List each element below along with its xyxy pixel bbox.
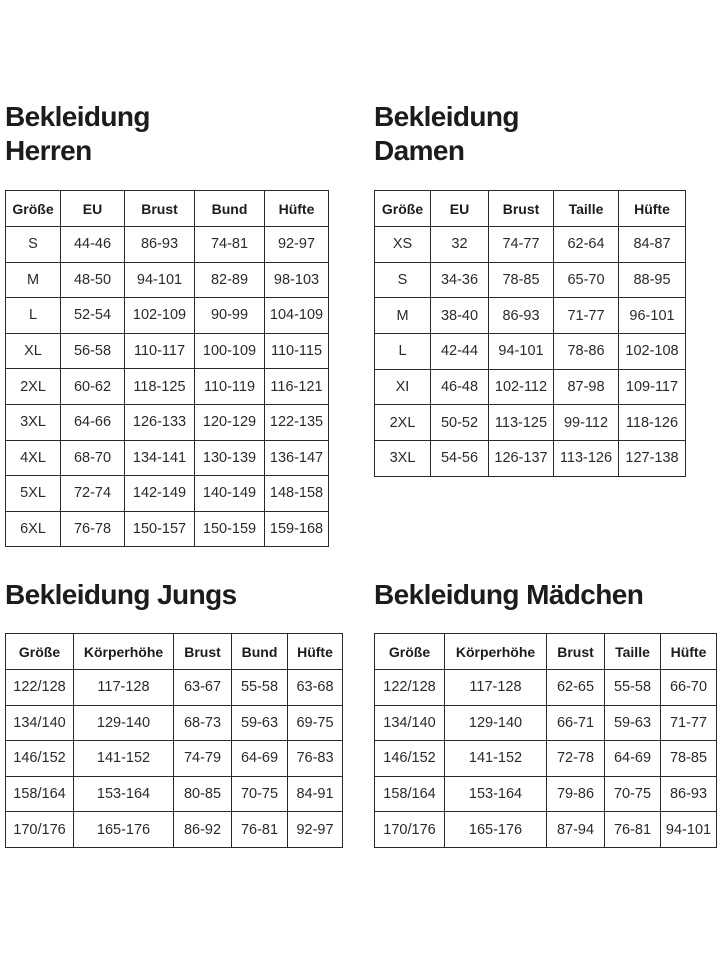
table-cell: 71-77 <box>554 298 619 334</box>
table-cell: 82-89 <box>195 262 265 298</box>
column-header: Brust <box>489 191 554 227</box>
table-row <box>6 333 329 369</box>
table-row <box>6 404 329 440</box>
table-cell: 78-85 <box>661 741 717 777</box>
table-cell: 76-83 <box>288 741 343 777</box>
table-cell: 86-93 <box>661 776 717 812</box>
table-cell: 38-40 <box>431 298 489 334</box>
table-cell: 170/176 <box>375 812 445 848</box>
table-cell: 3XL <box>6 404 61 440</box>
table-cell: 141-152 <box>445 741 547 777</box>
table-cell: 62-65 <box>547 670 605 706</box>
jungs-section <box>5 578 237 612</box>
table-cell: 153-164 <box>445 776 547 812</box>
table-header-row <box>375 634 717 670</box>
table-cell: 63-68 <box>288 670 343 706</box>
table-cell: 76-78 <box>61 511 125 547</box>
column-header: Brust <box>125 191 195 227</box>
table-cell: 64-69 <box>232 741 288 777</box>
table-cell: S <box>6 227 61 263</box>
herren-size-table <box>5 190 329 547</box>
table-cell: 122/128 <box>375 670 445 706</box>
table-row <box>375 405 686 441</box>
table-cell: 165-176 <box>74 812 174 848</box>
table-cell: 117-128 <box>74 670 174 706</box>
table-cell: 69-75 <box>288 705 343 741</box>
table-cell: 68-70 <box>61 440 125 476</box>
column-header: EU <box>431 191 489 227</box>
table-cell: 113-126 <box>554 441 619 477</box>
table-cell: 74-77 <box>489 227 554 263</box>
table-cell: 3XL <box>375 441 431 477</box>
damen-title <box>374 100 519 168</box>
jungs-title: Bekleidung Jungs <box>5 579 237 610</box>
table-cell: 130-139 <box>195 440 265 476</box>
column-header: Größe <box>6 191 61 227</box>
table-row <box>6 262 329 298</box>
column-header: Bund <box>195 191 265 227</box>
table-cell: 71-77 <box>661 705 717 741</box>
table-cell: 110-119 <box>195 369 265 405</box>
damen-title-line1: Bekleidung <box>374 101 519 132</box>
table-cell: 126-133 <box>125 404 195 440</box>
table-cell: 66-70 <box>661 670 717 706</box>
table-cell: 141-152 <box>74 741 174 777</box>
table-cell: 65-70 <box>554 262 619 298</box>
table-cell: 54-56 <box>431 441 489 477</box>
table-cell: 59-63 <box>605 705 661 741</box>
table-cell: 94-101 <box>125 262 195 298</box>
column-header: Taille <box>605 634 661 670</box>
table-cell: M <box>6 262 61 298</box>
maedchen-section <box>374 578 643 612</box>
table-cell: 134-141 <box>125 440 195 476</box>
table-cell: 46-48 <box>431 369 489 405</box>
table-cell: 74-79 <box>174 741 232 777</box>
table-cell: 146/152 <box>375 741 445 777</box>
table-cell: 110-115 <box>265 333 329 369</box>
table-row <box>375 298 686 334</box>
table-cell: 159-168 <box>265 511 329 547</box>
table-cell: 70-75 <box>232 776 288 812</box>
table-cell: 136-147 <box>265 440 329 476</box>
table-cell: 122-135 <box>265 404 329 440</box>
table-row <box>6 776 343 812</box>
table-cell: 86-93 <box>489 298 554 334</box>
table-row <box>375 776 717 812</box>
table-cell: 68-73 <box>174 705 232 741</box>
herren-title <box>5 100 150 168</box>
table-cell: 102-112 <box>489 369 554 405</box>
table-cell: 100-109 <box>195 333 265 369</box>
table-cell: 50-52 <box>431 405 489 441</box>
table-cell: XS <box>375 227 431 263</box>
table-cell: 165-176 <box>445 812 547 848</box>
table-row <box>375 334 686 370</box>
maedchen-size-table <box>374 633 717 848</box>
table-cell: 78-85 <box>489 262 554 298</box>
table-row <box>6 705 343 741</box>
table-row <box>375 441 686 477</box>
table-cell: 110-117 <box>125 333 195 369</box>
table-cell: 6XL <box>6 511 61 547</box>
table-cell: 52-54 <box>61 298 125 334</box>
table-cell: 86-92 <box>174 812 232 848</box>
table-cell: 120-129 <box>195 404 265 440</box>
table-row <box>6 511 329 547</box>
table-cell: 129-140 <box>74 705 174 741</box>
table-row <box>375 227 686 263</box>
table-cell: 84-87 <box>619 227 686 263</box>
column-header: Größe <box>375 634 445 670</box>
table-cell: 118-126 <box>619 405 686 441</box>
table-row <box>6 476 329 512</box>
table-row <box>6 298 329 334</box>
damen-section <box>374 100 519 168</box>
table-cell: 2XL <box>375 405 431 441</box>
table-cell: 122/128 <box>6 670 74 706</box>
table-cell: 55-58 <box>605 670 661 706</box>
table-header-row <box>6 191 329 227</box>
column-header: Brust <box>174 634 232 670</box>
table-cell: 170/176 <box>6 812 74 848</box>
table-cell: 59-63 <box>232 705 288 741</box>
table-cell: L <box>6 298 61 334</box>
table-cell: 146/152 <box>6 741 74 777</box>
column-header: Körperhöhe <box>74 634 174 670</box>
table-cell: 64-69 <box>605 741 661 777</box>
table-cell: 48-50 <box>61 262 125 298</box>
table-row <box>6 369 329 405</box>
table-cell: 148-158 <box>265 476 329 512</box>
table-row <box>375 812 717 848</box>
table-cell: 102-109 <box>125 298 195 334</box>
table-cell: 64-66 <box>61 404 125 440</box>
column-header: Hüfte <box>288 634 343 670</box>
table-cell: 158/164 <box>375 776 445 812</box>
table-cell: 4XL <box>6 440 61 476</box>
table-cell: 84-91 <box>288 776 343 812</box>
column-header: Hüfte <box>661 634 717 670</box>
column-header: Hüfte <box>265 191 329 227</box>
column-header: EU <box>61 191 125 227</box>
damen-size-table <box>374 190 686 477</box>
table-cell: 78-86 <box>554 334 619 370</box>
table-cell: 72-74 <box>61 476 125 512</box>
table-cell: 2XL <box>6 369 61 405</box>
table-cell: 127-138 <box>619 441 686 477</box>
table-cell: 126-137 <box>489 441 554 477</box>
table-cell: 60-62 <box>61 369 125 405</box>
table-cell: 72-78 <box>547 741 605 777</box>
table-cell: 94-101 <box>661 812 717 848</box>
jungs-size-table <box>5 633 343 848</box>
column-header: Größe <box>375 191 431 227</box>
table-cell: 150-159 <box>195 511 265 547</box>
table-cell: 104-109 <box>265 298 329 334</box>
table-cell: 55-58 <box>232 670 288 706</box>
column-header: Bund <box>232 634 288 670</box>
table-cell: 113-125 <box>489 405 554 441</box>
table-cell: 102-108 <box>619 334 686 370</box>
table-cell: 63-67 <box>174 670 232 706</box>
table-cell: L <box>375 334 431 370</box>
table-cell: 42-44 <box>431 334 489 370</box>
table-cell: 5XL <box>6 476 61 512</box>
table-cell: 109-117 <box>619 369 686 405</box>
table-row <box>6 440 329 476</box>
table-row <box>6 741 343 777</box>
table-cell: 94-101 <box>489 334 554 370</box>
table-cell: 70-75 <box>605 776 661 812</box>
column-header: Hüfte <box>619 191 686 227</box>
table-cell: 87-94 <box>547 812 605 848</box>
table-cell: M <box>375 298 431 334</box>
table-cell: XL <box>6 333 61 369</box>
table-cell: 87-98 <box>554 369 619 405</box>
table-cell: 116-121 <box>265 369 329 405</box>
table-cell: 134/140 <box>6 705 74 741</box>
table-header-row <box>6 634 343 670</box>
table-row <box>6 812 343 848</box>
table-header-row <box>375 191 686 227</box>
table-cell: 62-64 <box>554 227 619 263</box>
table-cell: 117-128 <box>445 670 547 706</box>
table-cell: 76-81 <box>605 812 661 848</box>
maedchen-title: Bekleidung Mädchen <box>374 579 644 610</box>
damen-title-line2: Damen <box>374 135 465 166</box>
table-cell: 34-36 <box>431 262 489 298</box>
column-header: Brust <box>547 634 605 670</box>
table-cell: 98-103 <box>265 262 329 298</box>
table-cell: 44-46 <box>61 227 125 263</box>
table-row <box>6 227 329 263</box>
table-cell: 92-97 <box>265 227 329 263</box>
herren-section <box>5 100 150 168</box>
table-cell: 79-86 <box>547 776 605 812</box>
table-cell: 134/140 <box>375 705 445 741</box>
table-cell: XI <box>375 369 431 405</box>
table-cell: S <box>375 262 431 298</box>
table-cell: 129-140 <box>445 705 547 741</box>
table-cell: 158/164 <box>6 776 74 812</box>
table-cell: 90-99 <box>195 298 265 334</box>
table-row <box>375 705 717 741</box>
table-cell: 56-58 <box>61 333 125 369</box>
table-cell: 99-112 <box>554 405 619 441</box>
column-header: Taille <box>554 191 619 227</box>
herren-title-line2: Herren <box>5 135 92 166</box>
table-cell: 66-71 <box>547 705 605 741</box>
column-header: Körperhöhe <box>445 634 547 670</box>
column-header: Größe <box>6 634 74 670</box>
table-cell: 96-101 <box>619 298 686 334</box>
table-cell: 92-97 <box>288 812 343 848</box>
table-cell: 118-125 <box>125 369 195 405</box>
table-cell: 76-81 <box>232 812 288 848</box>
table-row <box>375 369 686 405</box>
table-cell: 153-164 <box>74 776 174 812</box>
table-cell: 150-157 <box>125 511 195 547</box>
table-row <box>375 670 717 706</box>
table-row <box>375 741 717 777</box>
table-cell: 74-81 <box>195 227 265 263</box>
table-cell: 140-149 <box>195 476 265 512</box>
herren-title-line1: Bekleidung <box>5 101 150 132</box>
table-cell: 32 <box>431 227 489 263</box>
table-cell: 86-93 <box>125 227 195 263</box>
table-cell: 88-95 <box>619 262 686 298</box>
table-cell: 142-149 <box>125 476 195 512</box>
table-cell: 80-85 <box>174 776 232 812</box>
table-row <box>6 670 343 706</box>
table-row <box>375 262 686 298</box>
